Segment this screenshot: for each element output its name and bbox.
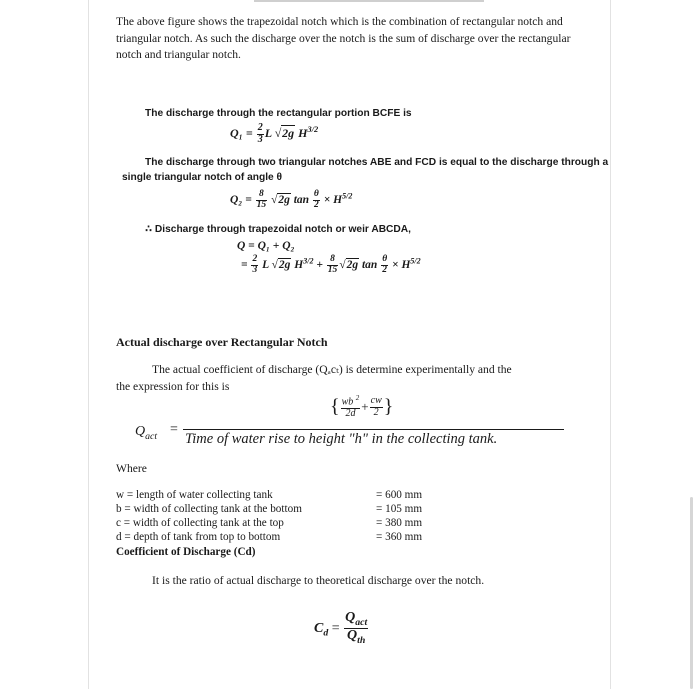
actual-line-1: The actual coefficient of discharge (Qₐcₜ) is determine experimentally and the xyxy=(152,363,512,376)
actual-line-2: the expression for this is xyxy=(116,380,230,393)
qact-symbol: $Q_{act}$ xyxy=(135,424,158,442)
formula-trapezoid: = $\frac{2}{3}$ L √2g $H^{3/2}$ + $\frac{8}{15}$ √2g tan $\frac{\theta}{2}$ × $H^{5/2}$ xyxy=(241,254,421,275)
coefficient-heading: Coefficient of Discharge (Cd) xyxy=(116,546,256,558)
trapezoid-label: ∴ Discharge through trapezoidal notch or weir ABCDA, xyxy=(145,224,411,235)
rect-portion-label: The discharge through the rectangular portion BCFE is xyxy=(145,108,412,119)
qact-fraction-bar xyxy=(183,429,564,430)
definition-row: c = width of collecting tank at the top xyxy=(116,517,284,529)
tri-portion-label-2: single triangular notch of angle θ xyxy=(122,172,283,183)
figure-bottom-rule xyxy=(254,0,484,2)
formula-q2: Q₂ = $\frac{8}{15}$ √2g tan $\frac{\theta}{2}$ × $H^{5/2}$ xyxy=(230,189,353,210)
ratio-text: It is the ratio of actual discharge to theoretical discharge over the notch. xyxy=(152,574,485,587)
actual-discharge-heading: Actual discharge over Rectangular Notch xyxy=(116,335,328,349)
definition-value: = 380 mm xyxy=(376,517,423,529)
page-right-edge xyxy=(610,0,611,689)
definition-value: = 600 mm xyxy=(376,489,423,501)
definition-value: = 105 mm xyxy=(376,503,423,515)
qact-denominator: Time of water rise to height "h" in the collecting tank. xyxy=(185,431,498,447)
page-left-edge xyxy=(88,0,89,689)
tri-portion-label-1: The discharge through two triangular notches ABE and FCD is equal to the discharge through a xyxy=(145,157,609,168)
scrollbar[interactable] xyxy=(690,497,693,689)
definition-row: d = depth of tank from top to bottom xyxy=(116,531,281,543)
where-label: Where xyxy=(116,462,147,475)
qact-equals: = xyxy=(170,422,178,437)
formula-sum: Q = Q₁ + Q₂ xyxy=(237,240,295,252)
formula-q1: Q₁ = $\frac{2}{3}$ L √2g $H^{3/2}$ xyxy=(230,122,319,145)
cd-formula: $C_d$ = $\frac{Q_{act}}{Q_{th}}$ xyxy=(314,610,368,646)
qact-numerator: { $\frac{wb ^2}{2d}$ + $\frac{cw}{2}$ } xyxy=(330,394,394,419)
definition-value: = 360 mm xyxy=(376,531,423,543)
definition-row: b = width of collecting tank at the bottom xyxy=(116,503,302,515)
intro-paragraph: The above figure shows the trapezoidal notch which is the combination of rectangular notch and triangular notch. As such the discharge over the notch is the sum of discharge over the rectangular notch and triangular notch. xyxy=(116,15,571,61)
definition-row: w = length of water collecting tank xyxy=(116,489,273,501)
